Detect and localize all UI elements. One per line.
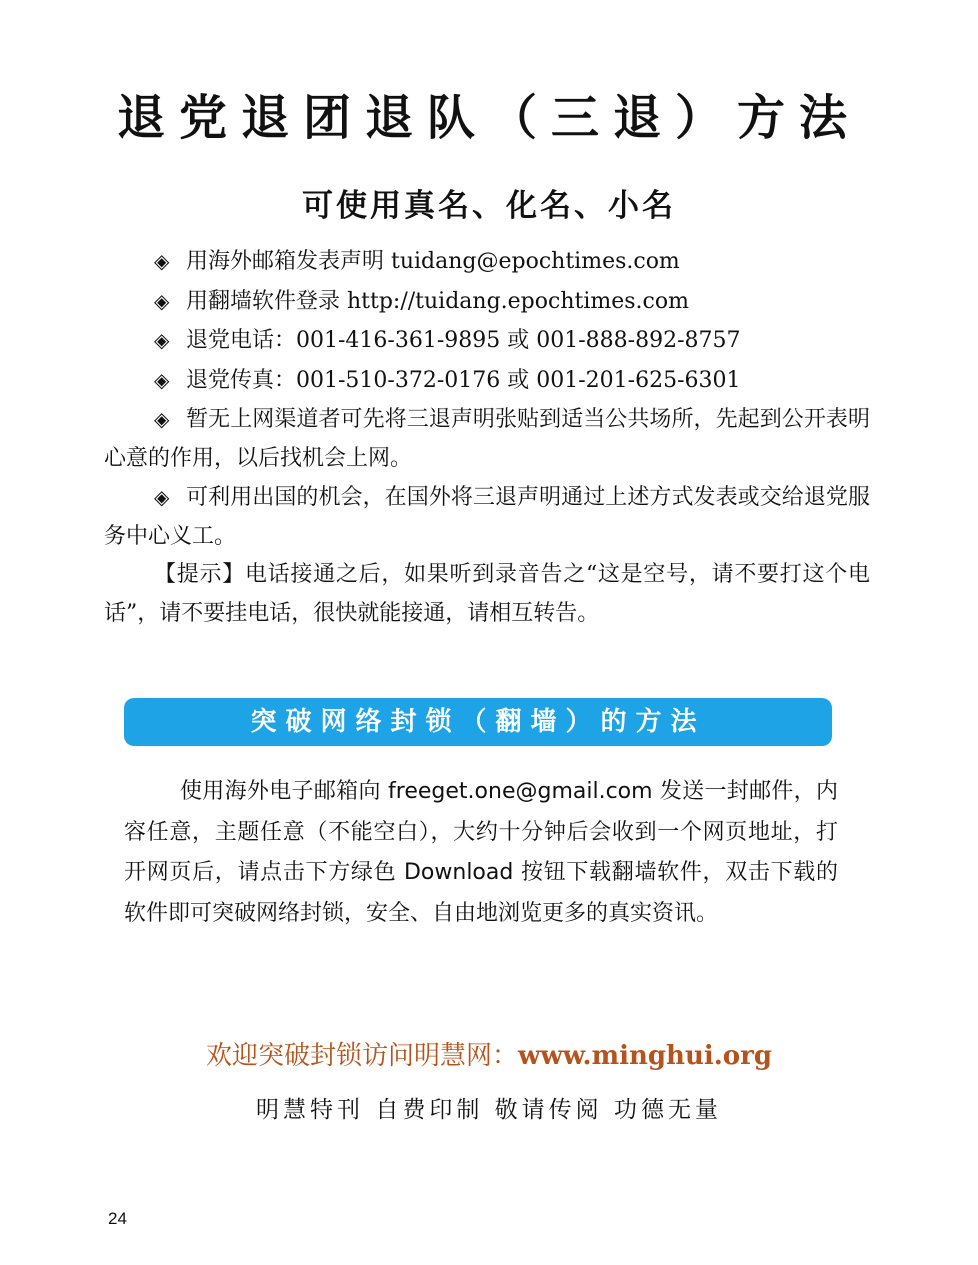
method-item bbox=[104, 400, 870, 478]
method-item bbox=[104, 321, 870, 361]
minghui-prefix: 欢迎突破封锁访问明慧网： bbox=[205, 1041, 518, 1071]
tip-label: 【提示】 bbox=[154, 562, 245, 587]
diamond-bullet-icon: ◈ bbox=[154, 367, 170, 392]
diamond-bullet-icon: ◈ bbox=[154, 328, 170, 352]
section-banner bbox=[124, 698, 832, 746]
page-title: 退党退团退队（三退）方法 bbox=[116, 90, 861, 146]
method-item bbox=[104, 242, 870, 282]
method-text: 退党传真：001-510-372-0176 或 001-201-625-6301 bbox=[186, 367, 741, 393]
method-text: 用海外邮箱发表声明 tuidang@epochtimes.com bbox=[186, 249, 680, 274]
method-text: 退党电话：001-416-361-9895 或 001-888-892-8757 bbox=[186, 328, 741, 353]
method-item bbox=[104, 361, 870, 401]
diamond-bullet-icon: ◈ bbox=[154, 249, 170, 273]
methods-list bbox=[104, 242, 870, 633]
diamond-bullet-icon: ◈ bbox=[154, 407, 170, 431]
instructions-paragraph: 使用海外电子邮箱向 freeget.one@gmail.com 发送一封邮件，内容任意，主题任意（不能空白），大约十分钟后会收到一个网页地址，打开网页后，请点击下方绿色 Download 按钮下载翻墙软件，双击下载的软件即可突破网络封锁，安全、自由地浏览更多的真实资讯。 bbox=[124, 779, 839, 926]
page-number: 24 bbox=[108, 1209, 127, 1228]
method-text: 暂无上网渠道者可先将三退声明张贴到适当公共场所，先起到公开表明心意的作用，以后找机会上网。 bbox=[104, 407, 870, 471]
tip-paragraph bbox=[104, 556, 870, 633]
method-text: 可利用出国的机会，在国外将三退声明通过上述方式发表或交给退党服务中心义工。 bbox=[104, 485, 870, 549]
minghui-url: www.minghui.org bbox=[518, 1041, 773, 1071]
page-subtitle: 可使用真名、化名、小名 bbox=[302, 188, 676, 224]
minghui-invitation bbox=[0, 1036, 978, 1076]
diamond-bullet-icon: ◈ bbox=[154, 485, 170, 509]
method-item bbox=[104, 282, 870, 322]
banner-title: 突破网络封锁（翻墙）的方法 bbox=[250, 707, 706, 737]
method-text: 用翻墙软件登录 http://tuidang.epochtimes.com bbox=[186, 288, 689, 314]
tip-text: 电话接通之后，如果听到录音告之“这是空号，请不要打这个电话”，请不要挂电话，很快就能接通，请相互转告。 bbox=[104, 562, 870, 626]
slogan: 明慧特刊 自费印制 敬请传阅 功德无量 bbox=[256, 1097, 722, 1123]
diamond-bullet-icon: ◈ bbox=[154, 288, 170, 313]
method-item bbox=[104, 478, 870, 556]
